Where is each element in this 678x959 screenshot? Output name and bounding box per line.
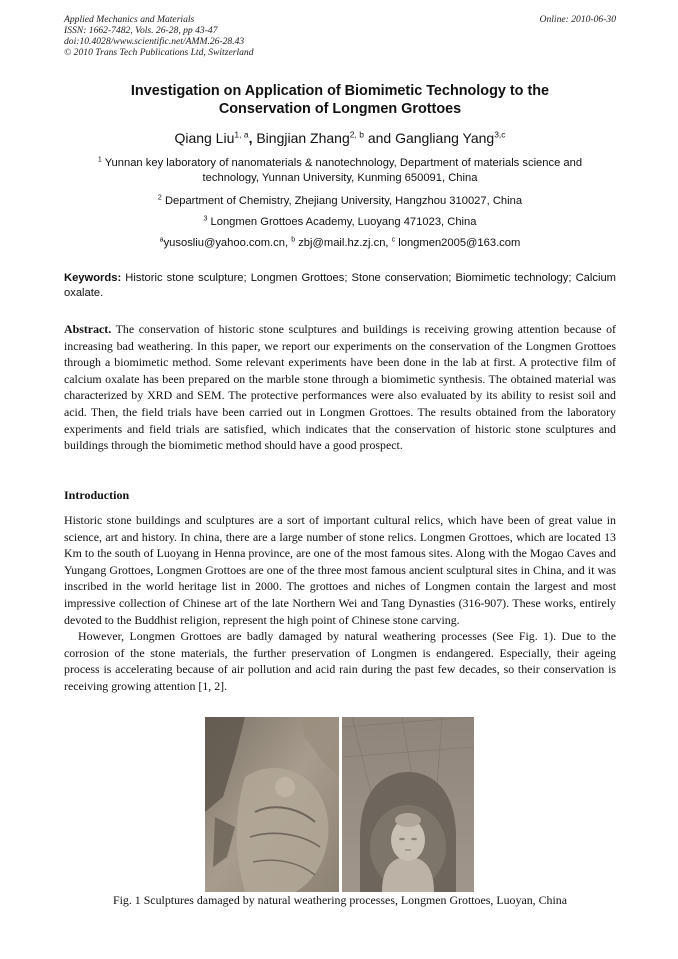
figure-caption: Fig. 1 Sculptures damaged by natural weathering processes, Longmen Grottoes, Luoyan, China: [112, 893, 568, 907]
introduction-body: [64, 512, 616, 695]
online-date: Online: 2010-06-30: [539, 14, 616, 25]
abstract: [64, 321, 616, 454]
affiliation-number: 1: [97, 156, 102, 164]
email-address[interactable]: yusosliu@yahoo.com.cn,: [163, 237, 292, 249]
author-name: Gangliang Yang: [395, 130, 495, 146]
keywords-text: Historic stone sculpture; Longmen Grottoes; Stone conservation; Biomimetic technology; Calcium oxalate.: [64, 272, 616, 299]
affiliation-text: Yunnan key laboratory of nanomaterials & nanotechnology, Department of materials science and: [104, 157, 583, 169]
journal-header: [64, 14, 616, 58]
author-name: Qiang Liu: [174, 130, 235, 146]
author-name: Bingjian Zhang: [256, 130, 350, 146]
affiliation-3: [64, 215, 616, 230]
intro-paragraph-2: However, Longmen Grottoes are badly damaged by natural weathering processes (See Fig. 1). Due to the corrosion of the stone materials, the further preservation of Longmen is endangered. Especially, their ageing process is accelerating because of air pollution and acid rain during the past few decades, so their conservation is receiving growing attention [1, 2].: [64, 629, 616, 693]
keywords: [64, 271, 616, 300]
affiliation-text: Department of Chemistry, Zhejiang University, Hangzhou 310027, China: [164, 195, 523, 207]
figure-photo-weathered-sculpture: [205, 717, 339, 892]
abstract-label: Abstract.: [64, 322, 112, 336]
author-sup: 1, a: [234, 129, 249, 140]
affiliation-text: technology, Yunnan University, Kunming 650091, China: [202, 171, 478, 184]
paper-title: [64, 82, 616, 118]
affiliation-2: [64, 194, 616, 209]
issn-line: ISSN: 1662-7482, Vols. 26-28, pp 43-47: [64, 25, 218, 36]
email-address[interactable]: longmen2005@163.com: [395, 237, 521, 249]
email-line: [64, 236, 616, 251]
title-line-2: Conservation of Longmen Grottoes: [218, 101, 462, 117]
email-marker: a: [159, 236, 164, 244]
copyright-line: © 2010 Trans Tech Publications Ltd, Switzerland: [64, 47, 254, 58]
author-sup: 3,c: [494, 129, 506, 140]
figure-photo-buddha-niche: [342, 717, 474, 892]
doi-line: doi:10.4028/www.scientific.net/AMM.26-28.43: [64, 36, 245, 47]
intro-paragraph-1: Historic stone buildings and sculptures are a sort of important cultural relics, which have been of great value in science, art and history. In china, there are a large number of stone relics. Longmen Grottoes, which are located 13 Km to the south of Luoyang in Henna province, are one of the most famous sites. Along with the Mogao Caves and Yungang Grottoes, Longmen Grottoes are one of the three most famous ancient sculptural sites in China, and it was inscribed in the world heritage list in 2000. The grottoes and niches of Longmen contain the largest and most impressive collection of Chinese art of the late Northern Wei and Tang Dynasties (316-907). These works, entirely devoted to the Buddhist religion, represent the high point of Chinese stone carving.: [64, 513, 616, 627]
email-marker: c: [391, 236, 396, 244]
author-list: Qiang Liu$^{1, a}$, Bingjian Zhang$^{2, b}$ and Gangliang Yang$^{3,c}$: [174, 129, 506, 146]
keywords-label: Keywords:: [64, 272, 122, 284]
affiliation-number: 2: [157, 194, 162, 202]
title-line-1: Investigation on Application of Biomimetic Technology to the: [130, 83, 550, 99]
affiliation-text: Longmen Grottoes Academy, Luoyang 471023, China: [210, 216, 477, 228]
abstract-text: The conservation of historic stone sculptures and buildings is receiving growing attention because of increasing bad weathering. In this paper, we report our experiments on the conservation of the Longmen Grottoes through a biomimetic method. Some relevant experiments have been done in the lab at first. A protective film of calcium oxalate has been prepared on the marble stone through a biomimetic synthesis. The obtained material was characterized by XRD and SEM. The protective performances were also evaluated by its ability to resist soil and acid. Then, the field trials have been carried out in Longmen Grottoes. The results obtained from the laboratory experiments and field trials are satisfied, which indicates that the conservation of historic stone sculptures and buildings through the biomimetic method should have a good prospect.: [64, 322, 616, 453]
journal-name: Applied Mechanics and Materials: [64, 14, 195, 25]
email-address[interactable]: zbj@mail.hz.zj.cn,: [295, 237, 392, 249]
author-sup: 2, b: [349, 129, 364, 140]
affiliation-number: 3: [203, 215, 208, 223]
email-marker: b: [291, 236, 296, 244]
section-heading-introduction: Introduction: [64, 488, 130, 502]
affiliation-1: [64, 156, 616, 185]
